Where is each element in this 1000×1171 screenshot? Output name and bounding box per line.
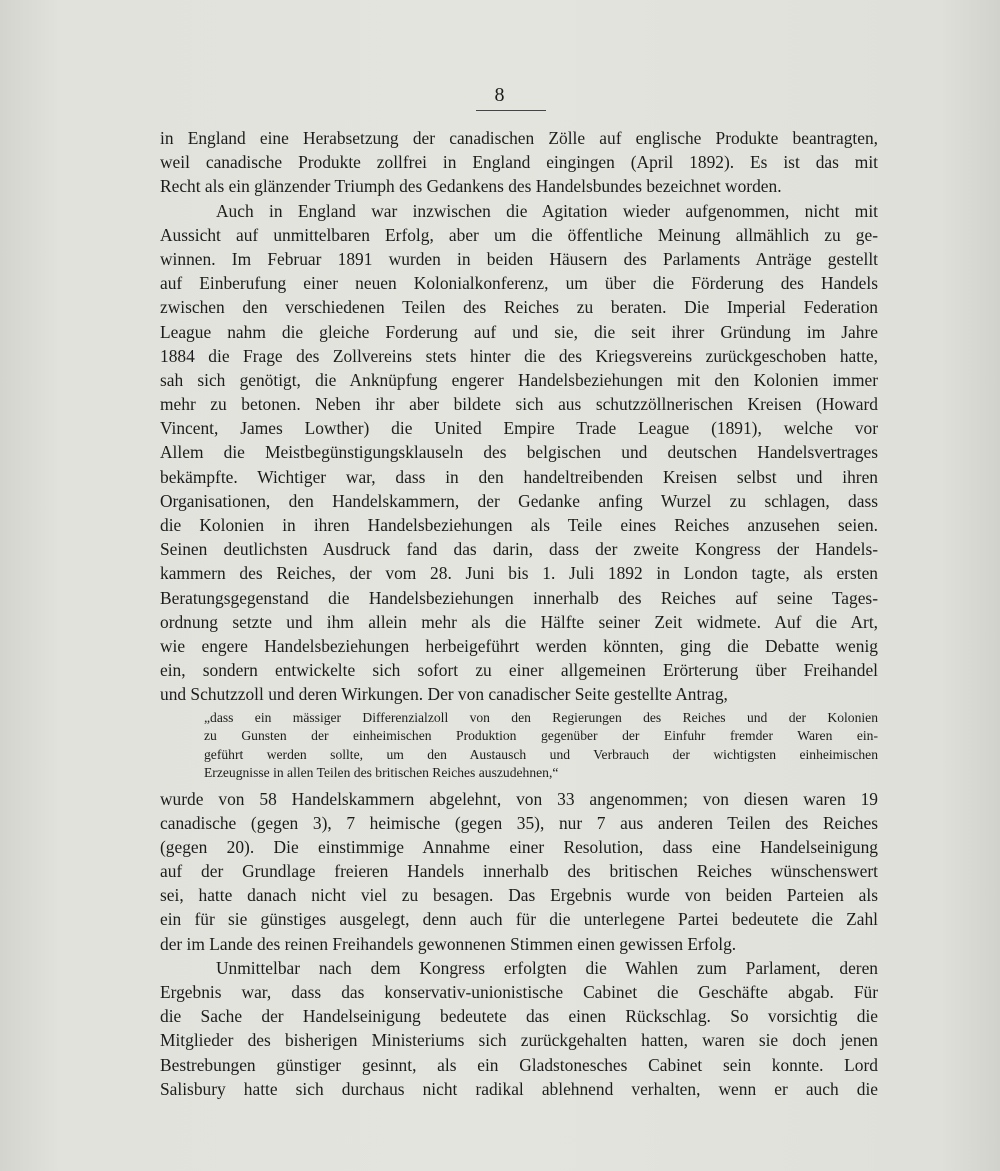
- text-line: Ergebnis war, dass das konservativ-unionistische Cabinet die Geschäfte abgab. Für: [160, 982, 878, 1002]
- text-line: kammern des Reiches, der vom 28. Juni bis 1. Juli 1892 in London tagte, als ersten: [160, 563, 878, 584]
- text-line: Unmittelbar nach dem Kongress erfolgten die Wahlen zum Parlament, deren: [216, 957, 878, 978]
- text-line: zwischen den verschiedenen Teilen des Reiches zu beraten. Die Imperial Federation: [160, 297, 878, 318]
- text-line: Salisbury hatte sich durchaus nicht radikal ablehnend verhalten, wenn er auch die: [160, 1078, 878, 1099]
- text-line: sah sich genötigt, die Anknüpfung engerer Handelsbeziehungen mit den Kolonien immer: [160, 369, 878, 390]
- page-number-rule: [476, 110, 546, 111]
- text-line: die Sache der Handelseinigung bedeutete das einen Rückschlag. So vorsichtig die: [160, 1006, 878, 1027]
- text-line: League nahm die gleiche Forderung auf und sie, die seit ihrer Gründung im Jahre: [160, 321, 878, 342]
- text-line: winnen. Im Februar 1891 wurden in beiden Häusern des Parlaments Anträge gestellt: [160, 248, 878, 269]
- text-line: wie engere Handelsbeziehungen herbeigeführt werden könnten, ging die Debatte wenig: [160, 635, 878, 656]
- quote-line: „dass ein mässiger Differenzialzoll von den Regierungen des Reiches und der Kolonien: [204, 709, 878, 725]
- text-line: 1884 die Frage des Zollvereins stets hinter die des Kriegsvereins zurückgeschoben hatte,: [160, 345, 878, 366]
- text-line: Bestrebungen günstiger gesinnt, als ein Gladstonesches Cabinet sein konnte. Lord: [160, 1054, 878, 1075]
- text-line: Vincent, James Lowther) die United Empire Trade League (1891), welche vor: [160, 418, 878, 439]
- page-number: 8: [494, 84, 506, 106]
- text-line: Allem die Meistbegünstigungsklauseln des belgischen und deutschen Handelsvertrages: [160, 442, 878, 463]
- text-line: canadische (gegen 3), 7 heimische (gegen 35), nur 7 aus anderen Teilen des Reiches: [160, 812, 878, 833]
- block-quote: [160, 709, 878, 783]
- body-text: [160, 126, 878, 1101]
- text-line: bekämpfte. Wichtiger war, dass in den handeltreibenden Kreisen selbst und ihren: [160, 466, 878, 487]
- quote-line: zu Gunsten der einheimischen Produktion gegenüber der Einfuhr fremder Waren ein-: [204, 728, 878, 743]
- text-line: Auch in England war inzwischen die Agitation wieder aufgenommen, nicht mit: [216, 200, 878, 221]
- text-line: mehr zu betonen. Neben ihr aber bildete sich aus schutzzöllnerischen Kreisen (Howard: [160, 394, 878, 415]
- text-line: und Schutzzoll und deren Wirkungen. Der von canadischer Seite gestellte Antrag,: [160, 684, 728, 705]
- text-line: Seinen deutlichsten Ausdruck fand das darin, dass der zweite Kongress der Handels-: [160, 539, 878, 560]
- text-line: Organisationen, den Handelskammern, der Gedanke anfing Wurzel zu schlagen, dass: [160, 490, 878, 511]
- text-line: in England eine Herabsetzung der canadischen Zölle auf englische Produkte beantragten,: [160, 128, 878, 148]
- text-line: Recht als ein glänzender Triumph des Gedankens des Handelsbundes bezeichnet worden.: [160, 176, 782, 197]
- text-line: sei, hatte danach nicht viel zu besagen. Das Ergebnis wurde von beiden Parteien als: [160, 885, 878, 906]
- quote-line: Erzeugnisse in allen Teilen des britischen Reiches auszudehnen,“: [204, 765, 559, 780]
- quote-line: geführt werden sollte, um den Austausch und Verbrauch der wichtigsten einheimischen: [204, 746, 878, 762]
- text-line: der im Lande des reinen Freihandels gewonnenen Stimmen einen gewissen Erfolg.: [160, 933, 737, 954]
- text-line: die Kolonien in ihren Handelsbeziehungen als Teile eines Reiches anzusehen seien.: [160, 515, 878, 535]
- text-line: wurde von 58 Handelskammern abgelehnt, von 33 angenommen; von diesen waren 19: [160, 788, 878, 809]
- text-line: ein, sondern entwickelte sich sofort zu einer allgemeinen Erörterung über Freihandel: [160, 660, 878, 681]
- text-line: ordnung setzte und ihm allein mehr als die Hälfte seiner Zeit widmete. Auf die Art,: [160, 611, 878, 632]
- text-line: auf Einberufung einer neuen Kolonialkonferenz, um über die Förderung des Handels: [160, 273, 878, 294]
- text-line: Beratungsgegenstand die Handelsbeziehungen innerhalb des Reiches auf seine Tages-: [160, 587, 878, 608]
- text-line: ein für sie günstiges ausgelegt, denn auch für die unterlegene Partei bedeutete die Zahl: [160, 909, 878, 930]
- text-line: weil canadische Produkte zollfrei in England eingingen (April 1892). Es ist das mit: [160, 152, 878, 173]
- text-line: Aussicht auf unmittelbaren Erfolg, aber um die öffentliche Meinung allmählich zu ge-: [160, 224, 878, 245]
- text-line: (gegen 20). Die einstimmige Annahme einer Resolution, dass eine Handelseinigung: [160, 836, 878, 857]
- text-line: Mitglieder des bisherigen Ministeriums sich zurückgehalten hatten, waren sie doch jenen: [160, 1030, 878, 1051]
- text-line: auf der Grundlage freieren Handels innerhalb des britischen Reiches wünschenswert: [160, 861, 878, 882]
